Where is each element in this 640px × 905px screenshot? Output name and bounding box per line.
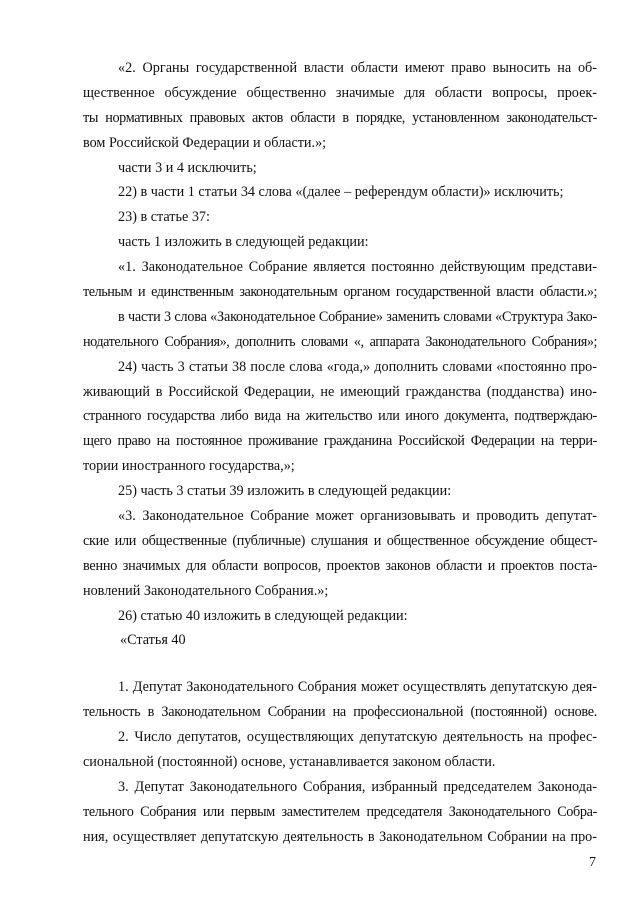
text-line: «3. Законодательное Собрание может организовывать и проводить депутат- [118, 508, 597, 525]
text-line: щего право на постоянное проживание гражданина Российской Федерации на терри- [83, 433, 597, 450]
text-line: 23) в статье 37: [118, 209, 210, 226]
text-line: часть 1 изложить в следующей редакции: [118, 234, 369, 251]
text-line: ты нормативных правовых актов области в порядке, установленном законодательст- [83, 109, 597, 126]
text-line: 22) в части 1 статьи 34 слова «(далее – референдум области)» исключить; [118, 184, 564, 201]
blank-line [83, 653, 597, 675]
text-line: 26) статью 40 изложить в следующей редакции: [118, 607, 408, 624]
text-line: нодательного Собрания», дополнить словами «, аппарата Законодательного Собрания»; [83, 333, 597, 350]
article-heading: «Статья 40 [120, 632, 186, 649]
page-number: 7 [589, 855, 596, 870]
text-line: ния, осуществляет депутатскую деятельность в Законодательном Собрании на про- [83, 828, 597, 845]
text-line: 3. Депутат Законодательного Собрания, избранный председателем Законода- [118, 778, 597, 795]
text-line: тельным и единственным законодательным органом государственной власти области.»; [83, 284, 597, 301]
text-line: живающий в Российской Федерации, не имеющий гражданства (подданства) ино- [83, 383, 597, 400]
text-line: 2. Число депутатов, осуществляющих депутатскую деятельность на профес- [118, 729, 597, 746]
text-line: странного государства либо вида на жительство или иного документа, подтверждаю- [83, 408, 597, 425]
text-line: «1. Законодательное Собрание является постоянно действующим представи- [118, 259, 597, 276]
text-line: 24) часть 3 статьи 38 после слова «года,» дополнить словами «постоянно про- [118, 358, 597, 375]
text-line: «2. Органы государственной власти области имеют право выносить на об- [118, 60, 597, 76]
text-line: ские или общественные (публичные) слушания и общественное обсуждение общест- [83, 532, 597, 549]
text-line: тельного Собрания или первым заместителем председателя Законодательного Собра- [83, 803, 597, 820]
text-line: 1. Депутат Законодательного Собрания может осуществлять депутатскую дея- [118, 679, 597, 696]
text-line: тории иностранного государства,»; [83, 458, 295, 475]
text-line: части 3 и 4 исключить; [118, 159, 257, 176]
text-line: сиональной (постоянной) основе, устанавливается законом области. [83, 754, 496, 771]
document-body [83, 56, 597, 850]
text-line: венно значимых для области вопросов, проектов законов области и проектов поста- [83, 557, 597, 574]
text-line: 25) часть 3 статьи 39 изложить в следующей редакции: [118, 483, 452, 500]
text-line: тельность в Законодательном Собрании на профессиональной (постоянной) основе. [83, 704, 597, 721]
text-line: вом Российской Федерации и области.»; [83, 134, 327, 151]
text-line: щественное обсуждение общественно значимые для области вопросы, проек- [83, 84, 597, 101]
text-line: новлений Законодательного Собрания.»; [83, 582, 329, 599]
text-line: в части 3 слова «Законодательное Собрание» заменить словами «Структура Зако- [118, 308, 597, 325]
